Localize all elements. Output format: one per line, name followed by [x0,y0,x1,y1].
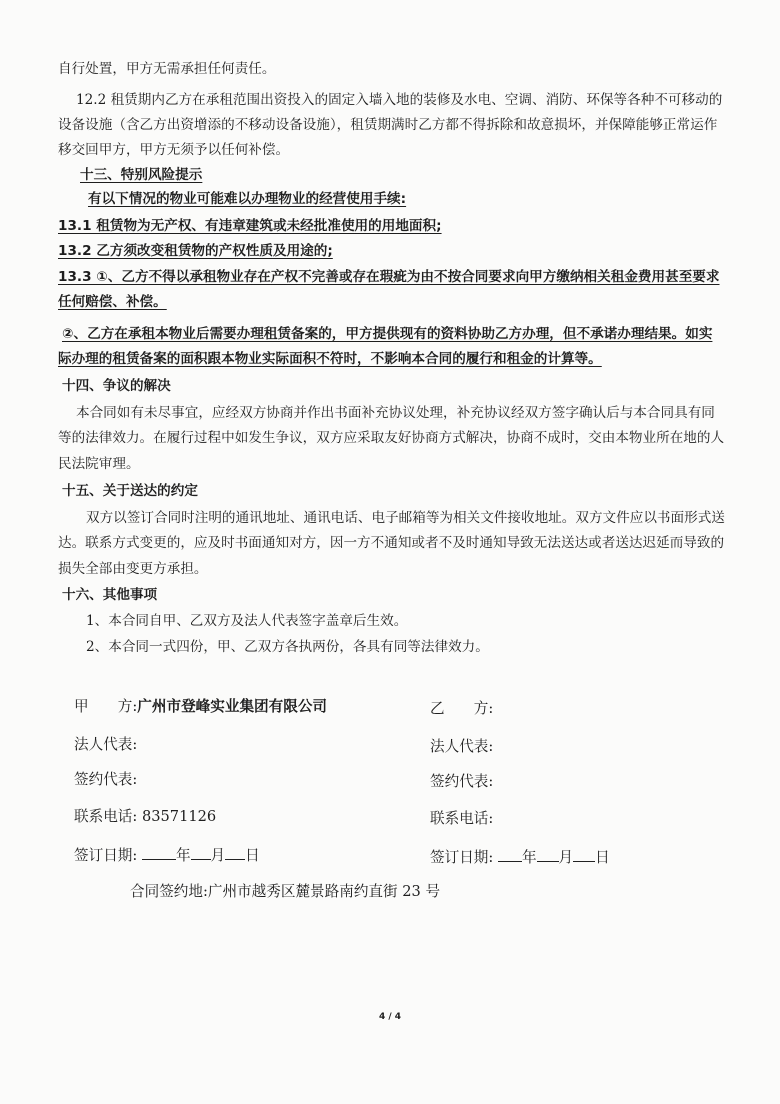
section-14-line: 本合同如有未尽事宜，应经双方协商并作出书面补充协议处理，补充协议经双方签字确认后与本合同具有同 [76,405,715,421]
month-blank [537,846,559,862]
month-label: 月 [558,849,574,866]
section-15-title: 十五、关于送达的约定 [62,483,198,499]
section-14-title: 十四、争议的解决 [62,378,171,394]
party-a-sign-rep: 签约代表: [74,771,138,788]
section-14-line: 民法院审理。 [58,456,140,472]
party-a-phone-row [74,806,216,828]
day-blank [573,846,595,862]
party-a-row [74,696,327,718]
date-label: 签订日期: [74,847,138,864]
party-a-phone: 83571126 [141,808,217,825]
year-label: 年 [521,849,537,866]
section-13-title: 十三、特别风险提示 [80,167,203,183]
signing-place: 合同签约地:广州市越秀区麓景路南约直街 23 号 [130,883,441,900]
day-label: 日 [245,847,260,864]
clause-13-3-line: 任何赔偿、补偿。 [58,294,167,310]
date-label: 签订日期: [430,849,494,866]
party-a-date-row [74,844,260,867]
clause-13-2: 13.2 乙方须改变租赁物的产权性质及用途的; [58,243,333,259]
year-label: 年 [175,847,191,864]
party-a-legal-rep: 法人代表: [74,736,138,753]
section-16-title: 十六、其他事项 [62,587,158,603]
section-13-intro: 有以下情况的物业可能难以办理物业的经营使用手续: [88,191,407,207]
section-14-line: 等的法律效力。在履行过程中如发生争议，双方应采取友好协商方式解决，协商不成时，交由本物业所在地的人 [58,430,725,446]
phone-label: 联系电话: [74,808,138,825]
year-blank [142,844,176,860]
clause-13-1: 13.1 租赁物为无产权、有违章建筑或未经批准使用的用地面积; [58,218,442,234]
section-16-item: 1、本合同自甲、乙双方及法人代表签字盖章后生效。 [86,613,408,629]
day-label: 日 [595,849,610,866]
month-label: 月 [210,847,226,864]
clause-12-2-line: 设备设施（含乙方出资增添的不移动设备设施），租赁期满时乙方都不得拆除和故意损坏，并保障能够正常运作 [58,117,718,133]
party-b-legal-rep: 法人代表: [430,738,494,755]
day-blank [225,844,245,860]
section-16-item: 2、本合同一式四份，甲、乙双方各执两份，各具有同等法律效力。 [86,639,489,655]
page-number: 4 / 4 [378,1012,402,1022]
section-15-line: 达。联系方式变更的，应及时书面通知对方，因一方不通知或者不及时通知导致无法送达或者送达迟延而导致的 [58,535,725,551]
party-b-phone-label: 联系电话: [430,810,494,827]
section-15-line: 双方以签订合同时注明的通讯地址、通讯电话、电子邮箱等为相关文件接收地址。双方文件应以书面形式送 [86,510,725,526]
paragraph-line: 自行处置，甲方无需承担任何责任。 [58,61,276,77]
clause-13-3b-line: 际办理的租赁备案的面积跟本物业实际面积不符时，不影响本合同的履行和租金的计算等。 [58,351,602,367]
party-a-name: 广州市登峰实业集团有限公司 [137,698,328,715]
clause-12-2-line: 12.2 租赁期内乙方在承租范围出资投入的固定入墙入地的装修及水电、空调、消防、环保等各种不可移动的 [76,92,723,108]
section-15-line: 损失全部由变更方承担。 [58,561,208,577]
clause-13-3-line: 13.3 ①、乙方不得以承租物业存在产权不完善或存在瑕疵为由不按合同要求向甲方缴纳相关租金费用甚至要求 [58,269,720,285]
clause-12-2-line: 移交回甲方，甲方无须予以任何补偿。 [58,142,290,158]
year-blank [498,846,522,862]
party-b-label: 乙 方: [430,700,494,717]
party-b-date-row [430,846,610,869]
party-a-label: 甲 方: [74,698,138,715]
party-b-sign-rep: 签约代表: [430,773,494,790]
clause-13-3b-line: ②、乙方在承租本物业后需要办理租赁备案的，甲方提供现有的资料协助乙方办理，但不承诺办理结果。如实 [62,326,713,342]
month-blank [191,844,211,860]
